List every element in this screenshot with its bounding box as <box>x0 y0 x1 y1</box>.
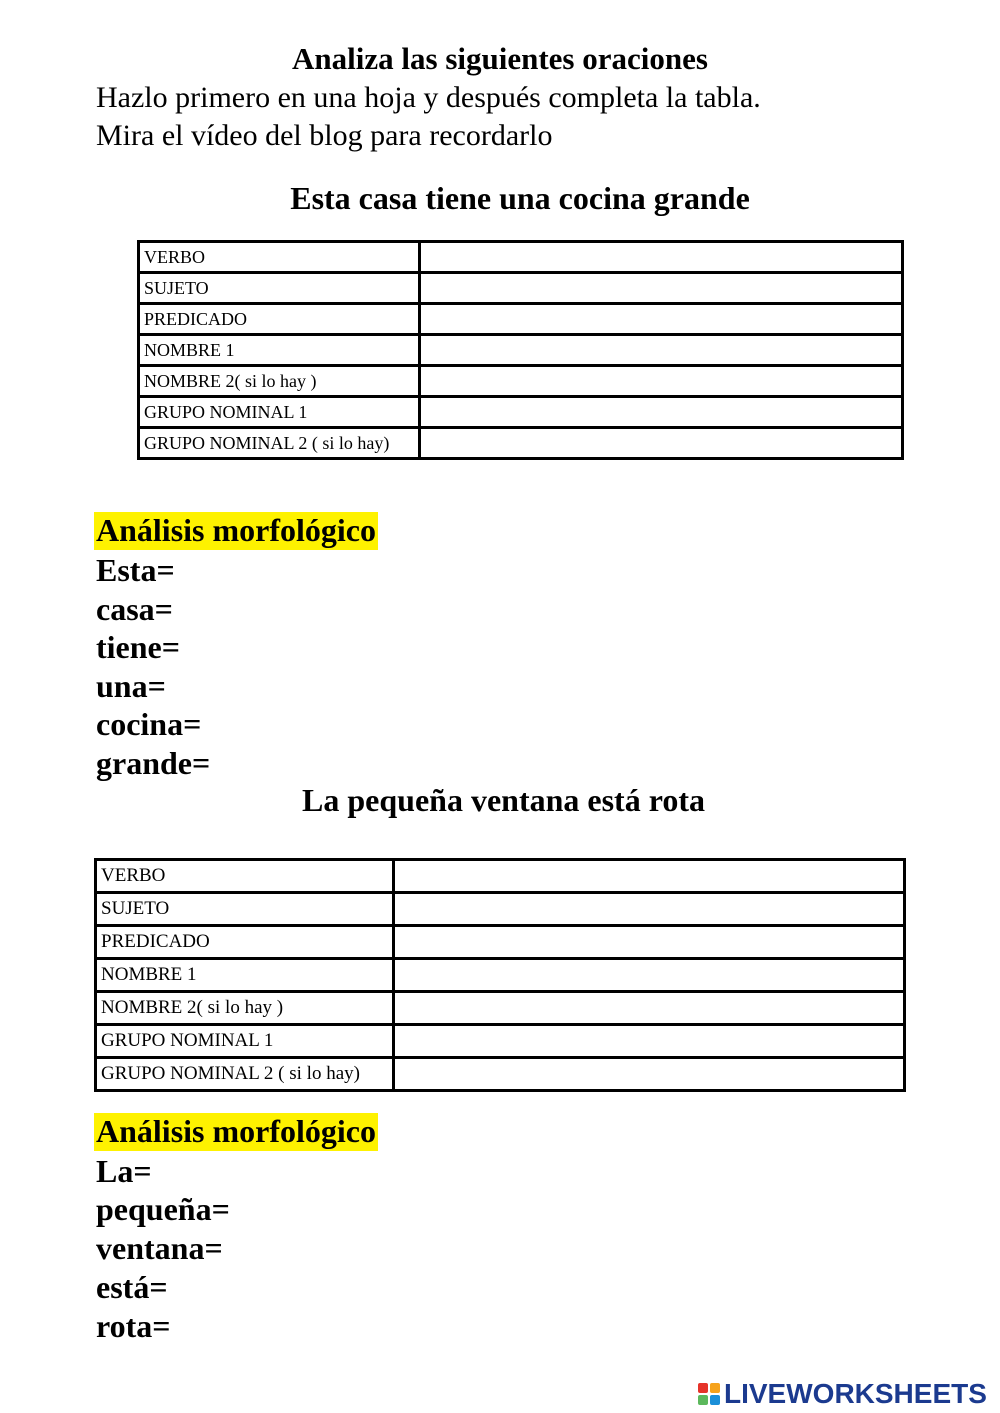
logo-square <box>698 1395 708 1405</box>
sentence-2: La pequeña ventana está rota <box>302 782 705 818</box>
row-label: PREDICADO <box>139 304 420 335</box>
table-row <box>96 992 905 1025</box>
answer-cell[interactable] <box>420 428 903 459</box>
logo-square <box>710 1395 720 1405</box>
answer-cell[interactable] <box>394 1025 905 1058</box>
instruction-line-1: Hazlo primero en una hoja y después completa la tabla. <box>96 81 761 114</box>
instruction-line-2: Mira el vídeo del blog para recordarlo <box>96 119 553 152</box>
table-row <box>96 1025 905 1058</box>
answer-cell[interactable] <box>394 926 905 959</box>
word-casa: casa= <box>96 591 173 627</box>
highlighted-heading: Análisis morfológico <box>96 512 376 548</box>
table-row <box>96 1058 905 1091</box>
row-label: GRUPO NOMINAL 2 ( si lo hay) <box>96 1058 394 1091</box>
table-row <box>139 304 903 335</box>
row-label: GRUPO NOMINAL 1 <box>139 397 420 428</box>
liveworksheets-icon <box>698 1383 720 1405</box>
word-cocina: cocina= <box>96 706 202 742</box>
answer-cell[interactable] <box>420 335 903 366</box>
row-label: NOMBRE 2( si lo hay ) <box>139 366 420 397</box>
answer-cell[interactable] <box>420 273 903 304</box>
logo-text: LIVEWORKSHEETS <box>724 1378 987 1409</box>
answer-cell[interactable] <box>394 959 905 992</box>
answer-cell[interactable] <box>420 304 903 335</box>
row-label: SUJETO <box>139 273 420 304</box>
table-row <box>139 428 903 459</box>
table-row <box>139 366 903 397</box>
answer-cell[interactable] <box>420 366 903 397</box>
word-una: una= <box>96 668 166 704</box>
table-row <box>96 959 905 992</box>
analysis-table-1 <box>137 240 904 460</box>
word-rota: rota= <box>96 1308 171 1344</box>
word-la: La= <box>96 1153 152 1189</box>
table-row <box>139 335 903 366</box>
row-label: PREDICADO <box>96 926 394 959</box>
word-esta-verb: está= <box>96 1269 168 1305</box>
highlighted-heading: Análisis morfológico <box>96 1113 376 1149</box>
word-pequena: pequeña= <box>96 1191 230 1227</box>
answer-cell[interactable] <box>394 860 905 893</box>
page-title: Analiza las siguientes oraciones <box>292 41 708 76</box>
row-label: GRUPO NOMINAL 1 <box>96 1025 394 1058</box>
table-row <box>139 397 903 428</box>
analysis-heading-1 <box>94 512 378 548</box>
row-label: NOMBRE 1 <box>96 959 394 992</box>
answer-cell[interactable] <box>420 397 903 428</box>
table-row <box>96 926 905 959</box>
row-label: VERBO <box>96 860 394 893</box>
logo-square <box>698 1383 708 1393</box>
liveworksheets-logo <box>698 1378 987 1410</box>
table-row <box>139 242 903 273</box>
answer-cell[interactable] <box>394 992 905 1025</box>
row-label: VERBO <box>139 242 420 273</box>
row-label: SUJETO <box>96 893 394 926</box>
word-tiene: tiene= <box>96 629 180 665</box>
answer-cell[interactable] <box>394 1058 905 1091</box>
table-row <box>96 893 905 926</box>
word-grande: grande= <box>96 745 211 781</box>
word-esta: Esta= <box>96 552 175 588</box>
row-label: NOMBRE 1 <box>139 335 420 366</box>
row-label: NOMBRE 2( si lo hay ) <box>96 992 394 1025</box>
word-ventana: ventana= <box>96 1230 223 1266</box>
logo-square <box>710 1383 720 1393</box>
analysis-table-2 <box>94 858 906 1092</box>
table-row <box>139 273 903 304</box>
table-row <box>96 860 905 893</box>
sentence-1: Esta casa tiene una cocina grande <box>290 180 750 216</box>
answer-cell[interactable] <box>394 893 905 926</box>
row-label: GRUPO NOMINAL 2 ( si lo hay) <box>139 428 420 459</box>
analysis-heading-2 <box>94 1113 378 1149</box>
answer-cell[interactable] <box>420 242 903 273</box>
